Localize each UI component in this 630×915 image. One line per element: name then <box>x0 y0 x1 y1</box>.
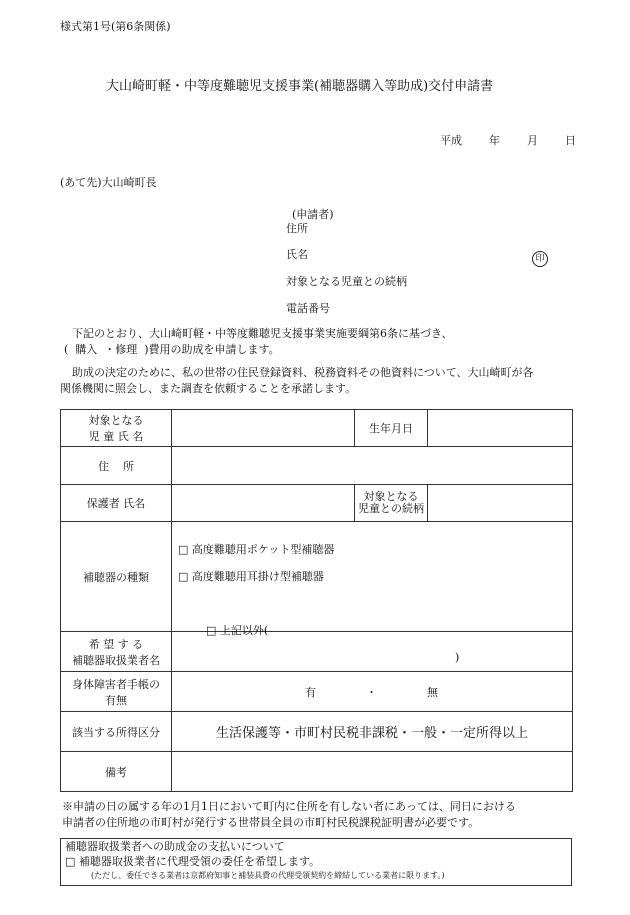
payment-box-note: (ただし、委任できる業者は京都府知事と補装具費の代理受領契約を締結している業者に限ります。) <box>91 871 445 880</box>
note-line-2: 申請者の住所地の市町村が発行する世帯員全員の市町村民税課税証明書が必要です。 <box>62 816 480 829</box>
device-type-options <box>172 522 573 664</box>
option-behind-ear[interactable]: □ 高度難聴用耳掛け型補聴器 <box>178 570 324 583</box>
note-line-1: ※申請の日の属する年の1月1日において町内に住所を有しない者にあっては、同日における <box>62 800 516 813</box>
applicant-heading: (申請者) <box>292 208 334 221</box>
handbook-no[interactable]: 無 <box>427 685 439 699</box>
relation-label-line2: 児童との続柄 <box>358 502 424 515</box>
relation-label-line1: 対象となる <box>363 490 419 503</box>
dealer-label-line2: 補聴器取扱業者名 <box>72 653 160 667</box>
child-name-label <box>61 410 172 447</box>
address-field[interactable] <box>172 447 573 485</box>
consent-line-1: 助成の決定のために、私の世帯の住民登録資料、税務資料その他資料について、大山崎町が各 <box>72 366 534 379</box>
form-number: 様式第1号(第6条関係) <box>60 20 171 33</box>
handbook-label-line1: 身体障害者手帳の <box>72 677 160 691</box>
handbook-yes[interactable]: 有 <box>305 685 317 699</box>
page-title: 大山崎町軽・中等度難聴児支援事業(補聴器購入等助成)交付申請書 <box>106 79 494 94</box>
option-pocket[interactable]: □ 高度難聴用ポケット型補聴器 <box>178 543 335 556</box>
seal-mark <box>532 246 548 267</box>
handbook-choice <box>172 672 573 712</box>
applicant-phone-label: 電話番号 <box>286 302 330 315</box>
handbook-label <box>61 672 172 712</box>
seal-icon: 印 <box>532 251 548 267</box>
payment-box-heading: 補聴器取扱業者への助成金の支払いについて <box>65 840 285 853</box>
guardian-name-field[interactable] <box>172 485 355 522</box>
statement-line-2: ( 購入 ・修理 )費用の助成を申請します。 <box>64 343 280 356</box>
birthdate-label: 生年月日 <box>355 410 428 447</box>
addressee: (あて先)大山崎町長 <box>60 176 157 189</box>
applicant-address-label: 住所 <box>286 222 308 235</box>
option-other-close: ) <box>455 651 460 664</box>
application-table <box>60 409 573 792</box>
applicant-name-label: 氏名 <box>286 248 308 261</box>
date-year: 年 <box>489 134 500 147</box>
date-day: 日 <box>565 134 576 147</box>
dealer-label-line1: 希 望 す る <box>88 637 144 651</box>
address-label: 住 所 <box>61 447 172 485</box>
remarks-label: 備考 <box>61 752 172 792</box>
birthdate-field[interactable] <box>428 410 573 447</box>
handbook-label-line2: 有無 <box>105 693 127 707</box>
handbook-dot: ・ <box>366 685 378 699</box>
child-name-label-line2: 児 童 氏 名 <box>88 430 144 443</box>
payment-box <box>60 838 572 886</box>
date-era: 平成 <box>440 134 462 147</box>
applicant-relation-label: 対象となる児童との続柄 <box>286 275 407 288</box>
child-name-label-line1: 対象となる <box>88 414 144 427</box>
option-other-label: □ 上記以外( <box>205 624 269 637</box>
relation-field[interactable] <box>428 485 573 522</box>
date-line <box>440 134 576 148</box>
guardian-name-label: 保護者 氏名 <box>61 485 172 522</box>
option-other[interactable] <box>178 590 572 664</box>
proxy-checkbox[interactable]: □ 補聴器取扱業者に代理受領の委任を希望します。 <box>65 855 321 868</box>
statement-line-1: 下記のとおり、大山崎町軽・中等度難聴児支援事業実施要綱第6条に基づき、 <box>72 327 453 340</box>
child-name-field[interactable] <box>172 410 355 447</box>
income-options[interactable]: 生活保護等・市町村民税非課税・一般・一定所得以上 <box>172 712 573 752</box>
remarks-field[interactable] <box>172 752 573 792</box>
consent-line-2: 関係機関に照会し、また調査を依頼することを承諾します。 <box>60 382 357 395</box>
dealer-label <box>61 632 172 672</box>
relation-label <box>355 485 428 522</box>
device-type-label: 補聴器の種類 <box>61 522 172 632</box>
date-month: 月 <box>527 134 538 147</box>
income-label: 該当する所得区分 <box>61 712 172 752</box>
